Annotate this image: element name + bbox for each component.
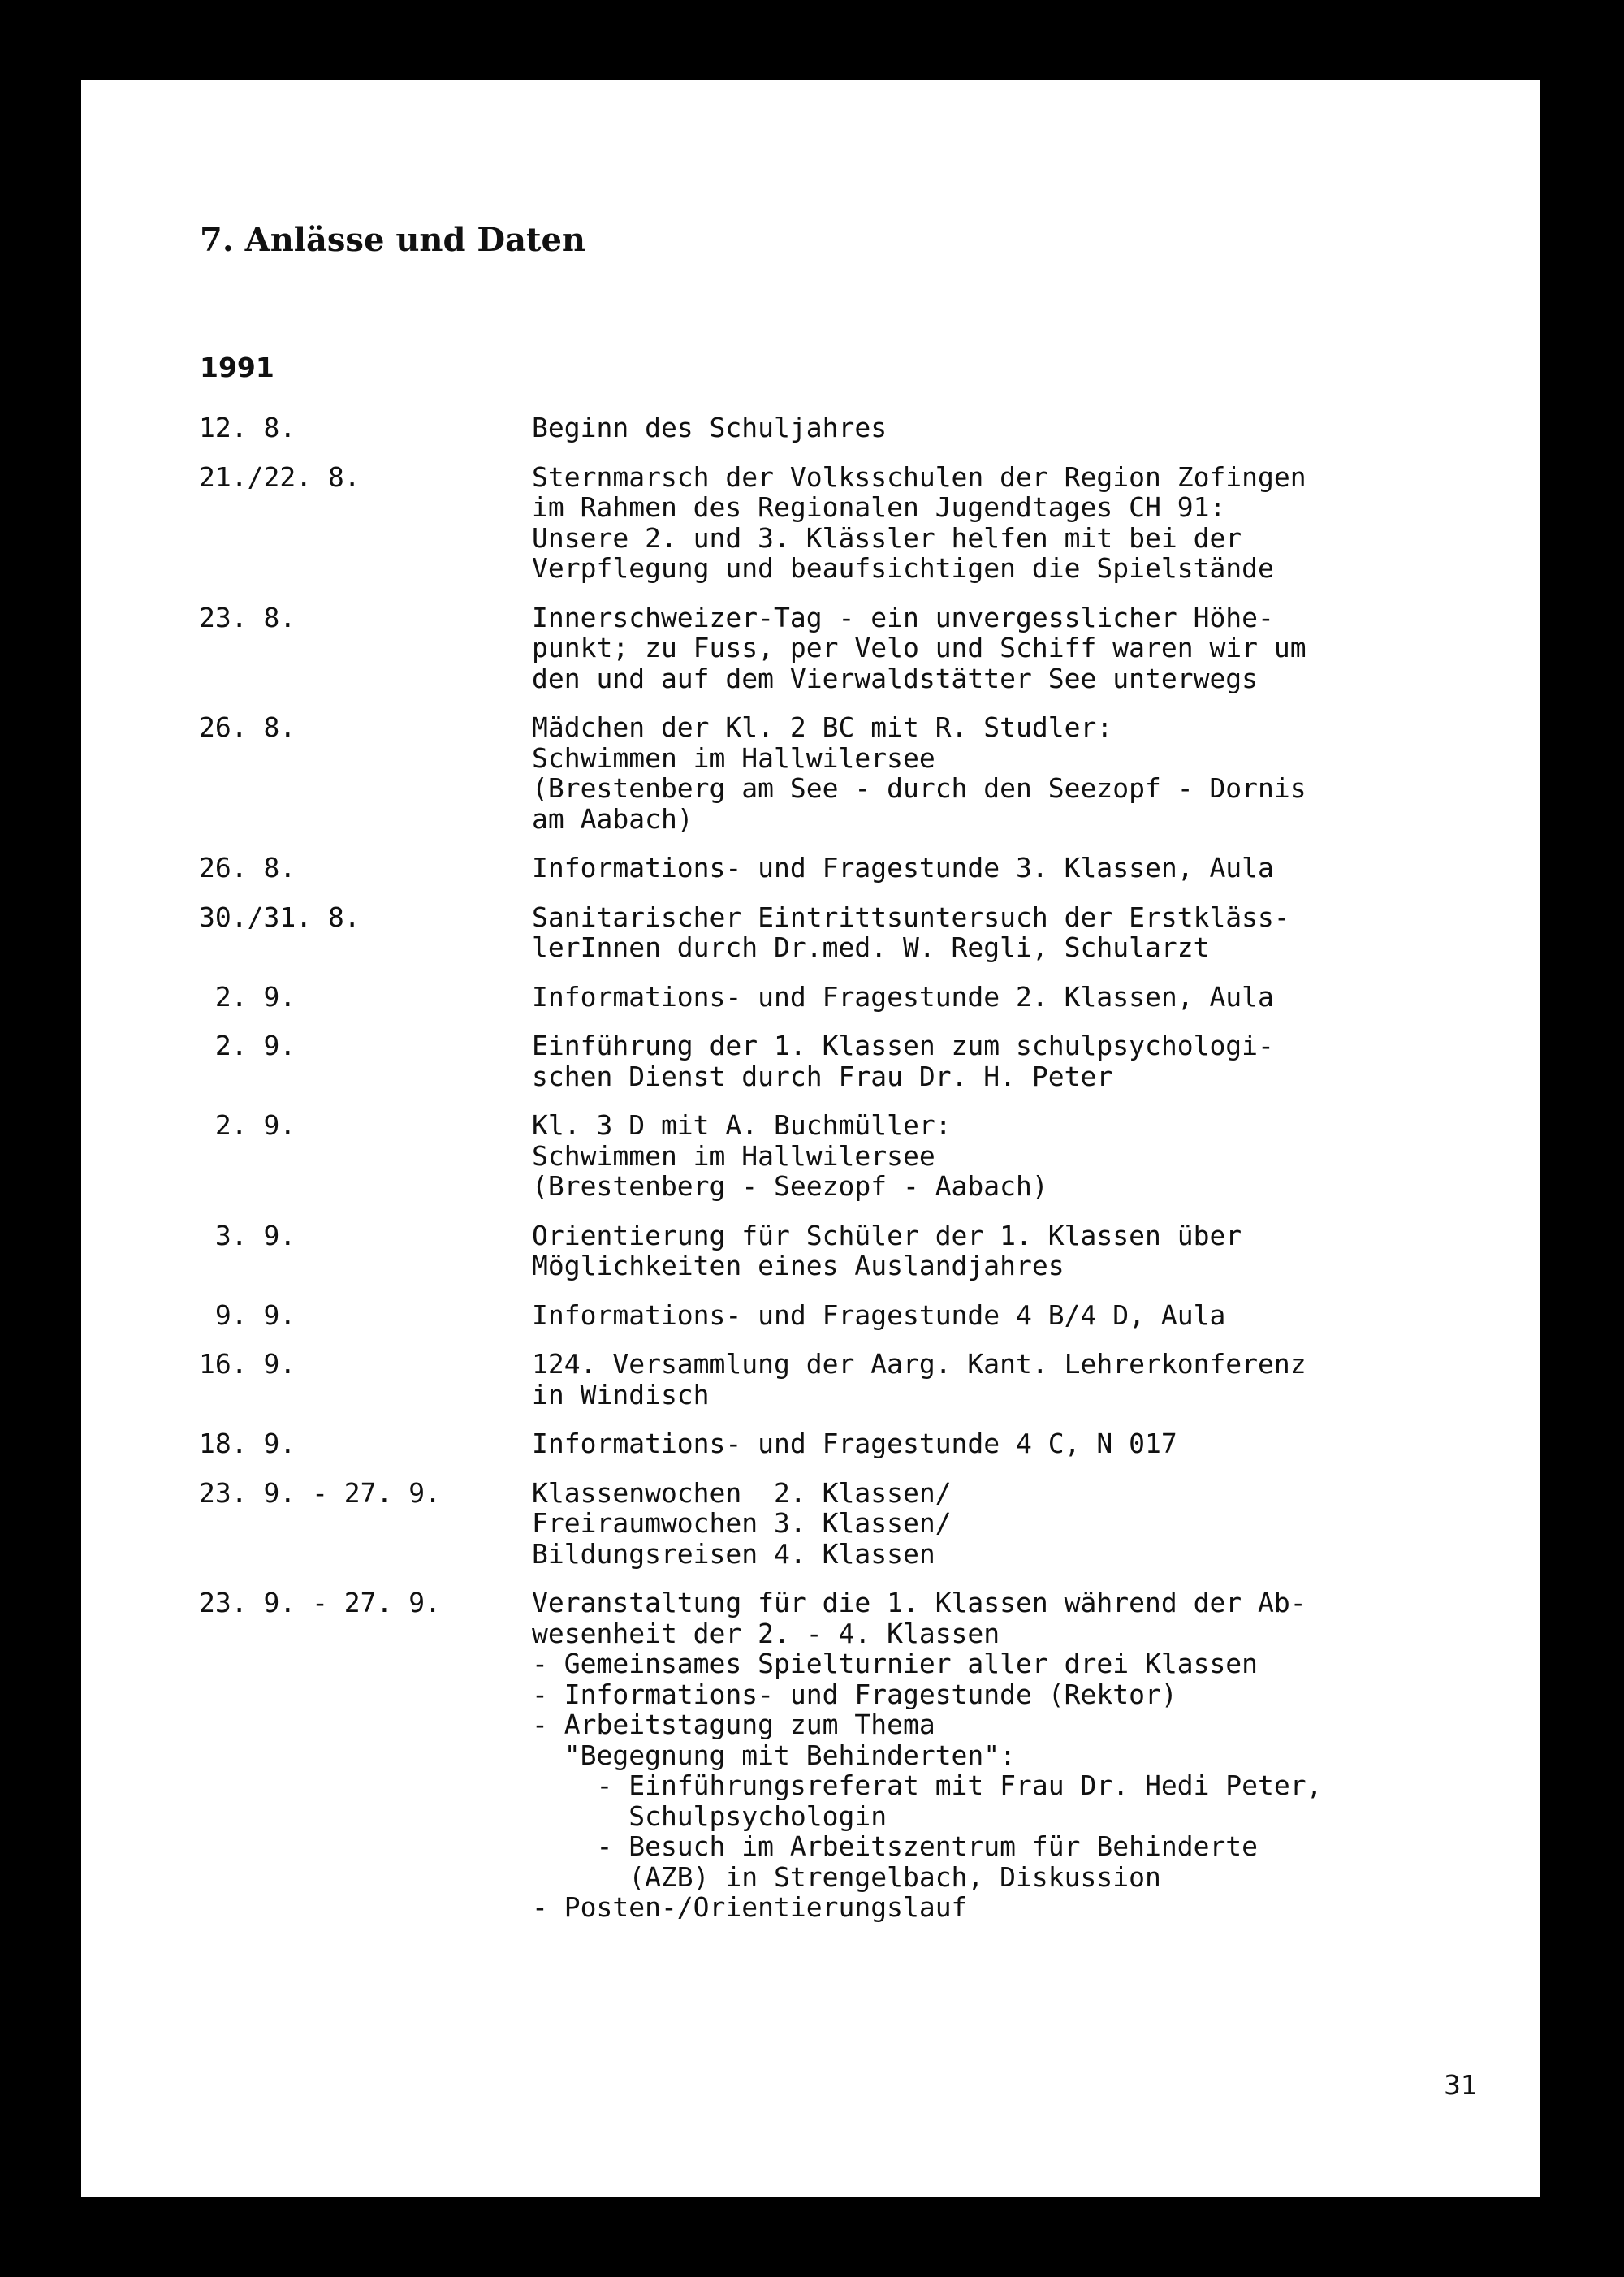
- event-description: [532, 853, 1514, 884]
- event-description: [532, 1110, 1514, 1202]
- event-description: [532, 1349, 1514, 1410]
- event-date: 3. 9.: [199, 1219, 296, 1251]
- event-entry: [199, 1478, 1514, 1570]
- event-description-line: "Begegnung mit Behinderten":: [532, 1739, 1017, 1771]
- event-description: [532, 902, 1514, 963]
- event-description-line: den und auf dem Vierwaldstätter See unterwegs: [532, 662, 1259, 694]
- event-entry: [199, 1428, 1514, 1459]
- event-description-line: wesenheit der 2. - 4. Klassen: [532, 1617, 1000, 1649]
- event-description-line: - Informations- und Fragestunde (Rektor): [532, 1678, 1177, 1710]
- event-list: [199, 413, 1514, 1942]
- event-description-line: Sternmarsch der Volksschulen der Region Zofingen: [532, 460, 1307, 493]
- event-description-line: Sanitarischer Eintrittsuntersuch der Erstkläss-: [532, 901, 1290, 933]
- event-entry: [199, 1110, 1514, 1202]
- event-date: 9. 9.: [199, 1298, 296, 1331]
- event-description-line: Innerschweizer-Tag - ein unvergesslicher Höhe-: [532, 601, 1274, 633]
- event-description-line: Beginn des Schuljahres: [532, 412, 888, 443]
- event-entry: [199, 1588, 1514, 1923]
- event-entry: [199, 603, 1514, 694]
- event-description-line: Mädchen der Kl. 2 BC mit R. Studler:: [532, 711, 1113, 743]
- event-entry: [199, 1300, 1514, 1331]
- event-date: 21./22. 8.: [199, 460, 361, 493]
- event-entry: [199, 712, 1514, 834]
- event-description-line: Unsere 2. und 3. Klässler helfen mit bei der: [532, 521, 1242, 554]
- event-description: [532, 1300, 1514, 1331]
- section-heading: 7. Anlässe und Daten: [200, 221, 585, 259]
- event-description: [532, 413, 1514, 443]
- event-entry: [199, 1221, 1514, 1281]
- event-description-line: Informations- und Fragestunde 4 C, N 017: [532, 1428, 1177, 1459]
- event-date: 12. 8.: [199, 412, 296, 443]
- event-date: 23. 9. - 27. 9.: [199, 1476, 442, 1509]
- event-description-line: am Aabach): [532, 802, 693, 835]
- event-description-line: - Arbeitstagung zum Thema: [532, 1709, 935, 1740]
- event-entry: [199, 982, 1514, 1013]
- event-entry: [199, 1030, 1514, 1091]
- document-page: [81, 80, 1540, 2197]
- event-date: 23. 8.: [199, 601, 296, 633]
- event-description: [532, 1588, 1514, 1923]
- event-entry: [199, 462, 1514, 584]
- event-description-line: Verpflegung und beaufsichtigen die Spielstände: [532, 552, 1274, 584]
- event-description-line: (Brestenberg - Seezopf - Aabach): [532, 1170, 1048, 1202]
- event-date: 2. 9.: [199, 1030, 296, 1061]
- event-description-line: (AZB) in Strengelbach, Diskussion: [532, 1860, 1161, 1893]
- event-description: [532, 982, 1514, 1013]
- event-description-line: 124. Versammlung der Aarg. Kant. Lehrerkonferenz: [532, 1348, 1307, 1380]
- event-description-line: - Einführungsreferat mit Frau Dr. Hedi Peter,: [532, 1769, 1323, 1801]
- page-number: 31: [1444, 2069, 1478, 2101]
- event-description-line: Schulpsychologin: [532, 1800, 888, 1832]
- event-description-line: Informations- und Fragestunde 4 B/4 D, Aula: [532, 1298, 1226, 1331]
- event-date: 16. 9.: [199, 1348, 296, 1380]
- event-date: 26. 8.: [199, 852, 296, 884]
- event-date: 23. 9. - 27. 9.: [199, 1587, 442, 1618]
- event-entry: [199, 853, 1514, 884]
- event-description: [532, 462, 1514, 584]
- event-entry: [199, 413, 1514, 443]
- event-description-line: - Gemeinsames Spielturnier aller drei Klassen: [532, 1648, 1259, 1679]
- event-description: [532, 1030, 1514, 1091]
- event-description: [532, 712, 1514, 834]
- year-heading: 1991: [200, 352, 274, 383]
- event-description-line: (Brestenberg am See - durch den Seezopf - Dornis: [532, 772, 1307, 804]
- event-description-line: Orientierung für Schüler der 1. Klassen über: [532, 1219, 1242, 1251]
- event-description-line: schen Dienst durch Frau Dr. H. Peter: [532, 1060, 1113, 1092]
- event-description-line: in Windisch: [532, 1378, 710, 1411]
- event-description-line: lerInnen durch Dr.med. W. Regli, Schularzt: [532, 931, 1210, 963]
- event-description: [532, 1428, 1514, 1459]
- event-date: 2. 9.: [199, 1109, 296, 1141]
- event-description-line: Schwimmen im Hallwilersee: [532, 741, 935, 774]
- event-description-line: Einführung der 1. Klassen zum schulpsychologi-: [532, 1030, 1274, 1061]
- event-description: [532, 1478, 1514, 1570]
- event-description-line: - Posten-/Orientierungslauf: [532, 1891, 968, 1923]
- event-description-line: Bildungsreisen 4. Klassen: [532, 1537, 935, 1570]
- event-entry: [199, 1349, 1514, 1410]
- event-date: 2. 9.: [199, 980, 296, 1013]
- event-description-line: Informations- und Fragestunde 2. Klassen, Aula: [532, 980, 1274, 1013]
- event-description-line: Schwimmen im Hallwilersee: [532, 1139, 935, 1172]
- event-entry: [199, 902, 1514, 963]
- event-description-line: punkt; zu Fuss, per Velo und Schiff waren wir um: [532, 632, 1307, 663]
- event-description: [532, 603, 1514, 694]
- event-description: [532, 1221, 1514, 1281]
- event-date: 18. 9.: [199, 1428, 296, 1459]
- event-date: 26. 8.: [199, 711, 296, 743]
- event-description-line: Freiraumwochen 3. Klassen/: [532, 1507, 952, 1539]
- event-description-line: im Rahmen des Regionalen Jugendtages CH 91:: [532, 491, 1226, 523]
- event-description-line: Informations- und Fragestunde 3. Klassen, Aula: [532, 852, 1274, 884]
- event-description-line: Möglichkeiten eines Auslandjahres: [532, 1250, 1065, 1281]
- event-description-line: Veranstaltung für die 1. Klassen während der Ab-: [532, 1587, 1307, 1618]
- event-description-line: - Besuch im Arbeitszentrum für Behinderte: [532, 1830, 1259, 1862]
- event-date: 30./31. 8.: [199, 901, 361, 933]
- event-description-line: Klassenwochen 2. Klassen/: [532, 1476, 952, 1509]
- event-description-line: Kl. 3 D mit A. Buchmüller:: [532, 1109, 952, 1141]
